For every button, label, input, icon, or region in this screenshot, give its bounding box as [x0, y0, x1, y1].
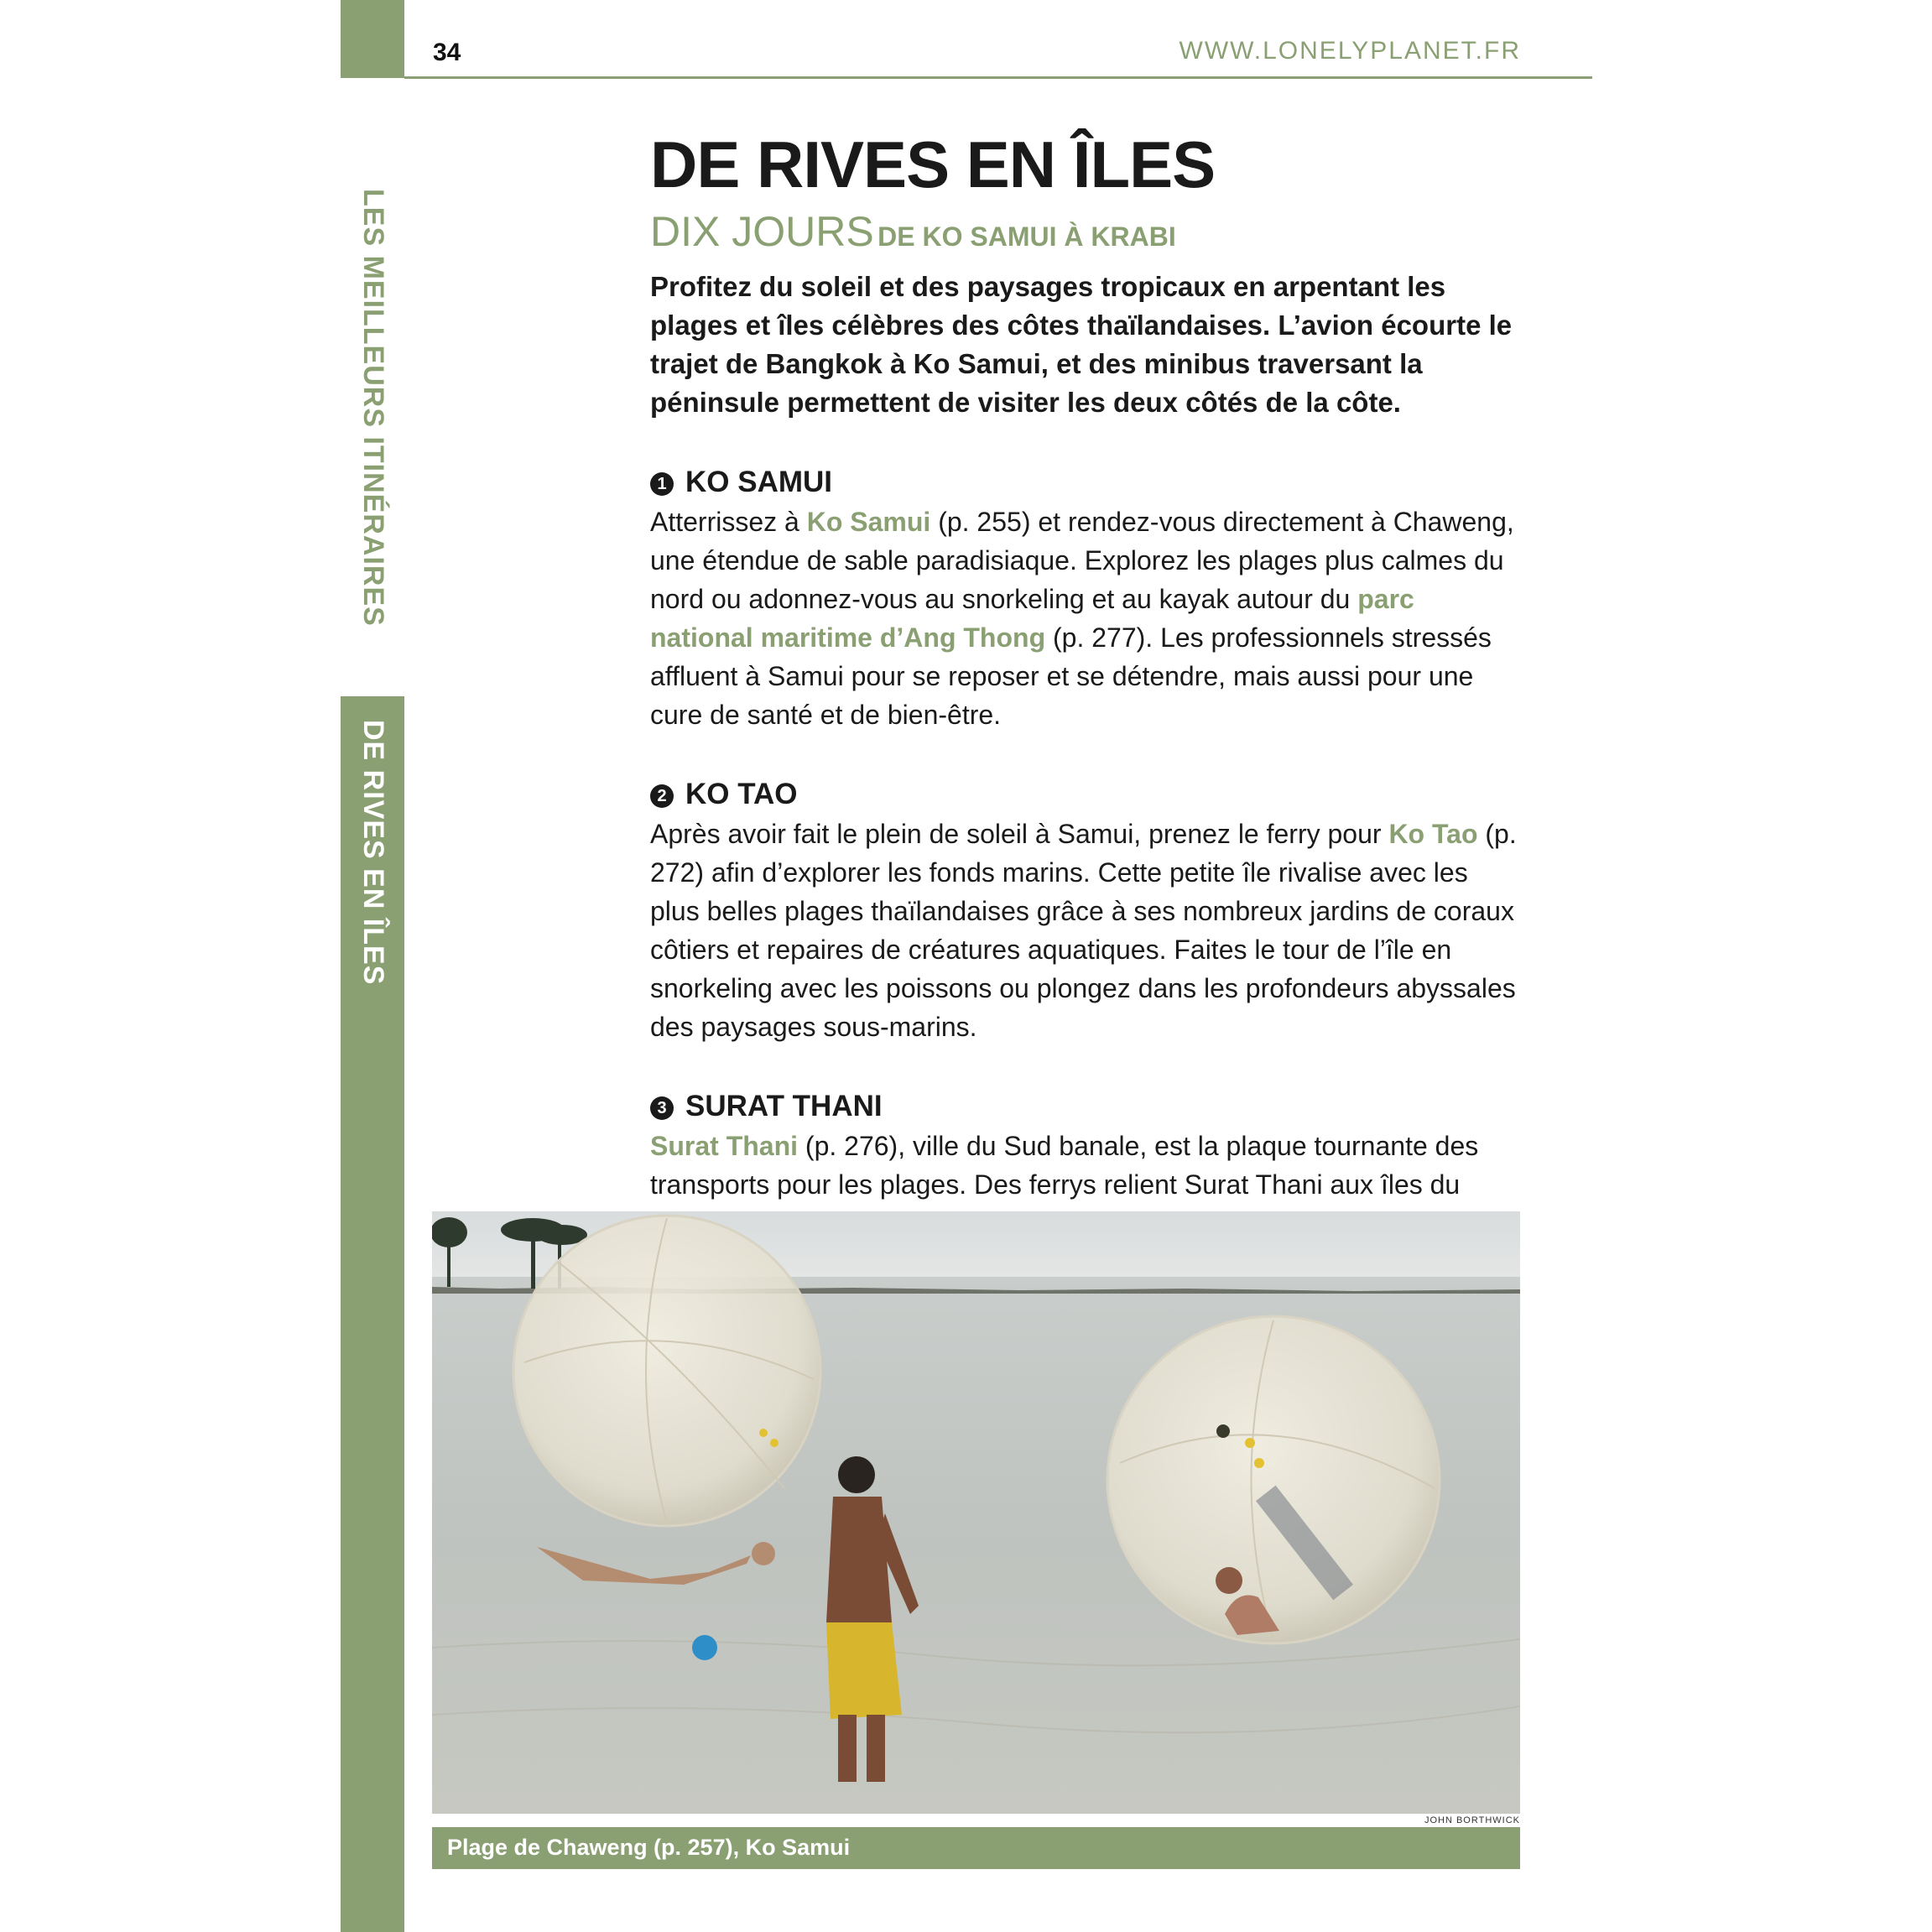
- photo-credit: JOHN BORTHWICK: [1424, 1815, 1520, 1825]
- page-number: 34: [433, 39, 461, 66]
- section-heading-text: SURAT THANI: [685, 1090, 883, 1122]
- intro-paragraph: Profitez du soleil et des paysages tropicaux en arpentant les plages et îles célèbres des côtes thaïlandaises. L’avion écourte le trajet de Bangkok à Ko Samui, et des minibus traversant la péninsule permettent de visiter les deux côtés de la côte.: [650, 271, 1513, 418]
- header-rule: [404, 76, 1592, 79]
- sidebar-chapter-label: DE RIVES EN ÎLES: [357, 720, 389, 986]
- site-url: WWW.LONELYPLANET.FR: [1179, 37, 1521, 65]
- body-text: Après avoir fait le plein de soleil à Samui, prenez le ferry pour: [650, 819, 1389, 849]
- body-text: (p. 277). Les professionnels stressés affluent à Samui pour se reposer et se détendre, mais aussi pour une cure de santé et de bien-être.: [650, 622, 1492, 730]
- section-heading: [650, 774, 1523, 815]
- article: [650, 126, 1523, 1204]
- sidebar-section-label: LES MEILLEURS ITINÉRAIRES: [357, 189, 389, 627]
- step-number-badge: 2: [650, 784, 674, 808]
- subtitle: [650, 206, 1523, 268]
- itinerary-section: [650, 1086, 1523, 1204]
- body-text: (p. 276), ville du Sud banale, est la plaque tournante des transports pour les plages. Des ferrys relient Surat Thani aux îles du: [650, 1131, 1479, 1200]
- step-number-badge: 1: [650, 472, 674, 496]
- itinerary-section: [650, 774, 1523, 1046]
- section-heading-text: KO TAO: [685, 778, 798, 810]
- section-heading: [650, 462, 1523, 503]
- section-body: [650, 1127, 1523, 1204]
- place-link: parc national maritime d’Ang Thong: [650, 584, 1414, 653]
- section-heading: [650, 1086, 1523, 1127]
- body-text: Atterrissez à: [650, 507, 807, 537]
- section-heading-text: KO SAMUI: [685, 466, 832, 498]
- body-text: (p. 272) afin d’explorer les fonds marins. Cette petite île rivalise avec les plus belles plages thaïlandaises grâce à ses nombreux jardins de coraux côtiers et repaires de créatures aquatiques. Faites le tour de l’île en snorkeling avec les poissons ou plongez dans les profondeurs abyssales des paysages sous-marins.: [650, 819, 1517, 1042]
- section-body: [650, 815, 1523, 1046]
- sidebar-top-bar: [341, 0, 404, 78]
- step-number-badge: 3: [650, 1096, 674, 1120]
- place-link: Ko Samui: [806, 507, 931, 537]
- itinerary-sections: [650, 462, 1523, 1204]
- subtitle-duration: DIX JOURS: [650, 208, 874, 255]
- section-body: [650, 503, 1523, 734]
- place-link: Surat Thani: [650, 1131, 799, 1161]
- page-title: DE RIVES EN ÎLES: [650, 128, 1216, 201]
- photo-caption-bar: [432, 1827, 1520, 1869]
- place-link: Ko Tao: [1388, 819, 1478, 849]
- subtitle-route: DE KO SAMUI À KRABI: [877, 221, 1176, 252]
- body-text: (p. 255) et rendez-vous directement à Chaweng, une étendue de sable paradisiaque. Explorez les plages plus calmes du nord ou adonnez-vous au snorkeling et au kayak autour du: [650, 507, 1514, 614]
- photo-caption: Plage de Chaweng (p. 257), Ko Samui: [447, 1835, 851, 1860]
- itinerary-section: [650, 462, 1523, 734]
- beach-photo: [432, 1211, 1520, 1814]
